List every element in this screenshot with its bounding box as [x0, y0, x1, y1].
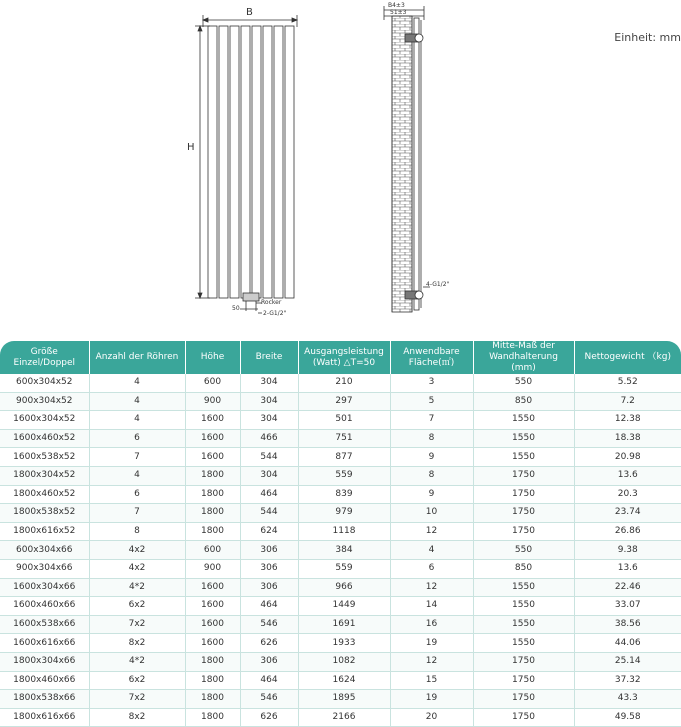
column-header [574, 341, 681, 374]
table-cell: 1800 [185, 466, 240, 485]
column-header-text: Breite [255, 352, 283, 362]
table-cell: 1933 [298, 634, 390, 653]
table-cell: 22.46 [574, 578, 681, 597]
table-cell: 9 [390, 485, 473, 504]
table-cell: 210 [298, 374, 390, 392]
table-cell: 979 [298, 504, 390, 523]
table-row [0, 485, 681, 504]
table-cell: 624 [240, 522, 298, 541]
table-cell: 20 [390, 708, 473, 727]
column-header [240, 341, 298, 374]
table-cell: 5.52 [574, 374, 681, 392]
column-header-text: Mitte-Maß der [492, 341, 555, 351]
table-cell: 4 [89, 411, 185, 430]
table-cell: 44.06 [574, 634, 681, 653]
table-cell: 1800x460x52 [0, 485, 89, 504]
table-cell: 4*2 [89, 578, 185, 597]
table-cell: 1800x460x66 [0, 671, 89, 690]
table-cell: 1600x304x66 [0, 578, 89, 597]
table-cell: 850 [473, 392, 574, 411]
table-cell: 1600 [185, 615, 240, 634]
table-cell: 1800x538x52 [0, 504, 89, 523]
table-cell: 306 [240, 541, 298, 560]
table-cell: 850 [473, 559, 574, 578]
table-cell: 4x2 [89, 559, 185, 578]
table-cell: 1895 [298, 690, 390, 709]
column-header [185, 341, 240, 374]
depth-dimension-2-label: 51±3 [390, 9, 407, 16]
table-cell: 4x2 [89, 541, 185, 560]
table-cell: 1624 [298, 671, 390, 690]
table-cell: 19 [390, 634, 473, 653]
table-cell: 6x2 [89, 671, 185, 690]
table-row [0, 615, 681, 634]
table-cell: 6x2 [89, 597, 185, 616]
table-cell: 464 [240, 485, 298, 504]
table-cell: 600x304x52 [0, 374, 89, 392]
table-cell: 1082 [298, 652, 390, 671]
table-cell: 1118 [298, 522, 390, 541]
table-cell: 1449 [298, 597, 390, 616]
table-cell: 304 [240, 411, 298, 430]
unit-label: Einheit: mm [614, 31, 681, 44]
table-cell: 626 [240, 708, 298, 727]
dimension-h-label: H [187, 142, 195, 153]
table-row [0, 597, 681, 616]
table-cell: 1550 [473, 597, 574, 616]
table-cell: 1550 [473, 615, 574, 634]
table-cell: 13.6 [574, 466, 681, 485]
table-cell: 7x2 [89, 615, 185, 634]
table-cell: 1800 [185, 708, 240, 727]
table-cell: 544 [240, 504, 298, 523]
table-cell: 38.56 [574, 615, 681, 634]
table-cell: 1550 [473, 429, 574, 448]
table-cell: 1600 [185, 578, 240, 597]
table-cell: 8 [390, 429, 473, 448]
table-cell: 1750 [473, 522, 574, 541]
table-row [0, 448, 681, 467]
table-row [0, 466, 681, 485]
column-header-text: (Watt) △T=50 [312, 357, 376, 368]
table-cell: 966 [298, 578, 390, 597]
table-cell: 49.58 [574, 708, 681, 727]
table-cell: 12 [390, 578, 473, 597]
table-cell: 1550 [473, 448, 574, 467]
table-cell: 466 [240, 429, 298, 448]
table-cell: 384 [298, 541, 390, 560]
table-cell: 546 [240, 615, 298, 634]
depth-dimension-1-label: B4±3 [388, 2, 405, 9]
table-cell: 43.3 [574, 690, 681, 709]
table-cell: 7 [89, 504, 185, 523]
table-row [0, 429, 681, 448]
table-cell: 1600x538x52 [0, 448, 89, 467]
table-cell: 1600x460x52 [0, 429, 89, 448]
table-cell: 7 [89, 448, 185, 467]
table-row [0, 411, 681, 430]
table-cell: 600 [185, 541, 240, 560]
column-header-text: Ausgangsleistung [304, 346, 384, 357]
table-row [0, 522, 681, 541]
table-cell: 20.98 [574, 448, 681, 467]
column-header [0, 341, 89, 374]
table-cell: 1600 [185, 448, 240, 467]
specification-table [0, 341, 681, 727]
table-cell: 1550 [473, 411, 574, 430]
column-header-text: Wandhalterung (mm) [489, 352, 558, 373]
table-cell: 304 [240, 392, 298, 411]
table-cell: 16 [390, 615, 473, 634]
table-cell: 1600x538x66 [0, 615, 89, 634]
table-cell: 877 [298, 448, 390, 467]
table-cell: 1600x304x52 [0, 411, 89, 430]
table-cell: 900x304x52 [0, 392, 89, 411]
table-cell: 14 [390, 597, 473, 616]
table-cell: 1600 [185, 597, 240, 616]
table-cell: 900x304x66 [0, 559, 89, 578]
table-cell: 501 [298, 411, 390, 430]
table-cell: 6 [89, 485, 185, 504]
table-cell: 4 [89, 466, 185, 485]
table-cell: 900 [185, 559, 240, 578]
table-cell: 18.38 [574, 429, 681, 448]
table-cell: 1750 [473, 652, 574, 671]
table-cell: 1600x460x66 [0, 597, 89, 616]
table-cell: 6 [89, 429, 185, 448]
table-cell: 1691 [298, 615, 390, 634]
table-cell: 1800 [185, 652, 240, 671]
column-header [390, 341, 473, 374]
rocker-label: Rocker [261, 299, 282, 306]
table-cell: 13.6 [574, 559, 681, 578]
table-cell: 3 [390, 374, 473, 392]
table-cell: 304 [240, 374, 298, 392]
table-row [0, 708, 681, 727]
table-row [0, 578, 681, 597]
column-header [298, 341, 390, 374]
table-row [0, 652, 681, 671]
table-cell: 7.2 [574, 392, 681, 411]
dimension-50-label: 50 [232, 305, 240, 312]
column-header-text: Nettogewicht （kg) [584, 352, 671, 362]
table-cell: 4 [89, 374, 185, 392]
dimension-b-label: B [246, 7, 253, 18]
column-header [89, 341, 185, 374]
table-row [0, 690, 681, 709]
table-cell: 297 [298, 392, 390, 411]
table-cell: 626 [240, 634, 298, 653]
side-pipe-label: 4-G1/2" [426, 281, 450, 288]
table-cell: 306 [240, 652, 298, 671]
table-cell: 12.38 [574, 411, 681, 430]
table-cell: 1600 [185, 429, 240, 448]
table-cell: 1750 [473, 485, 574, 504]
table-cell: 464 [240, 597, 298, 616]
column-header-text: Anzahl der Röhren [95, 352, 179, 362]
table-row [0, 671, 681, 690]
side-view [384, 6, 430, 312]
table-cell: 1600 [185, 634, 240, 653]
column-header-text: Anwendbare [403, 346, 460, 357]
table-cell: 37.32 [574, 671, 681, 690]
bottom-pipe-label: 2-G1/2" [263, 310, 287, 317]
front-view [195, 15, 297, 313]
table-row [0, 634, 681, 653]
table-cell: 550 [473, 374, 574, 392]
table-cell: 1800 [185, 504, 240, 523]
table-cell: 4 [89, 392, 185, 411]
table-cell: 19 [390, 690, 473, 709]
column-header-text: Fläche(㎡) [408, 357, 455, 368]
radiator-technical-drawing [0, 0, 681, 338]
table-cell: 306 [240, 578, 298, 597]
table-cell: 600 [185, 374, 240, 392]
table-header [0, 341, 681, 374]
table-cell: 1800x616x52 [0, 522, 89, 541]
table-cell: 600x304x66 [0, 541, 89, 560]
table-cell: 1750 [473, 504, 574, 523]
table-cell: 1800x616x66 [0, 708, 89, 727]
table-cell: 20.3 [574, 485, 681, 504]
table-cell: 464 [240, 671, 298, 690]
column-header [473, 341, 574, 374]
table-cell: 1800 [185, 522, 240, 541]
table-cell: 2166 [298, 708, 390, 727]
table-cell: 23.74 [574, 504, 681, 523]
table-cell: 1800x304x52 [0, 466, 89, 485]
table-cell: 559 [298, 466, 390, 485]
table-row [0, 559, 681, 578]
table-cell: 1750 [473, 690, 574, 709]
table-cell: 8x2 [89, 708, 185, 727]
table-cell: 900 [185, 392, 240, 411]
table-cell: 546 [240, 690, 298, 709]
table-row [0, 504, 681, 523]
column-header-text: Höhe [200, 352, 225, 362]
table-cell: 12 [390, 522, 473, 541]
table-cell: 26.86 [574, 522, 681, 541]
table-cell: 1600 [185, 411, 240, 430]
table-cell: 1800 [185, 671, 240, 690]
table-cell: 15 [390, 671, 473, 690]
table-cell: 8x2 [89, 634, 185, 653]
column-header-text: Einzel/Doppel [13, 357, 76, 368]
table-body [0, 374, 681, 727]
table-cell: 1800 [185, 690, 240, 709]
table-cell: 7x2 [89, 690, 185, 709]
table-cell: 12 [390, 652, 473, 671]
table-cell: 33.07 [574, 597, 681, 616]
table-cell: 1800 [185, 485, 240, 504]
table-cell: 8 [390, 466, 473, 485]
table-cell: 6 [390, 559, 473, 578]
table-cell: 1750 [473, 671, 574, 690]
table-cell: 304 [240, 466, 298, 485]
table-row [0, 541, 681, 560]
column-header-text: Größe [30, 346, 58, 357]
table-cell: 5 [390, 392, 473, 411]
table-cell: 7 [390, 411, 473, 430]
table-cell: 9 [390, 448, 473, 467]
table-cell: 544 [240, 448, 298, 467]
table-cell: 4*2 [89, 652, 185, 671]
table-cell: 8 [89, 522, 185, 541]
table-cell: 306 [240, 559, 298, 578]
table-cell: 1550 [473, 578, 574, 597]
table-cell: 751 [298, 429, 390, 448]
table-cell: 1750 [473, 708, 574, 727]
table-cell: 1800x304x66 [0, 652, 89, 671]
table-cell: 559 [298, 559, 390, 578]
table-cell: 25.14 [574, 652, 681, 671]
table-cell: 1550 [473, 634, 574, 653]
table-row [0, 392, 681, 411]
table-cell: 839 [298, 485, 390, 504]
table-cell: 10 [390, 504, 473, 523]
table-cell: 9.38 [574, 541, 681, 560]
table-cell: 4 [390, 541, 473, 560]
table-cell: 1800x538x66 [0, 690, 89, 709]
table-cell: 1750 [473, 466, 574, 485]
table-cell: 1600x616x66 [0, 634, 89, 653]
table-row [0, 374, 681, 392]
table-cell: 550 [473, 541, 574, 560]
